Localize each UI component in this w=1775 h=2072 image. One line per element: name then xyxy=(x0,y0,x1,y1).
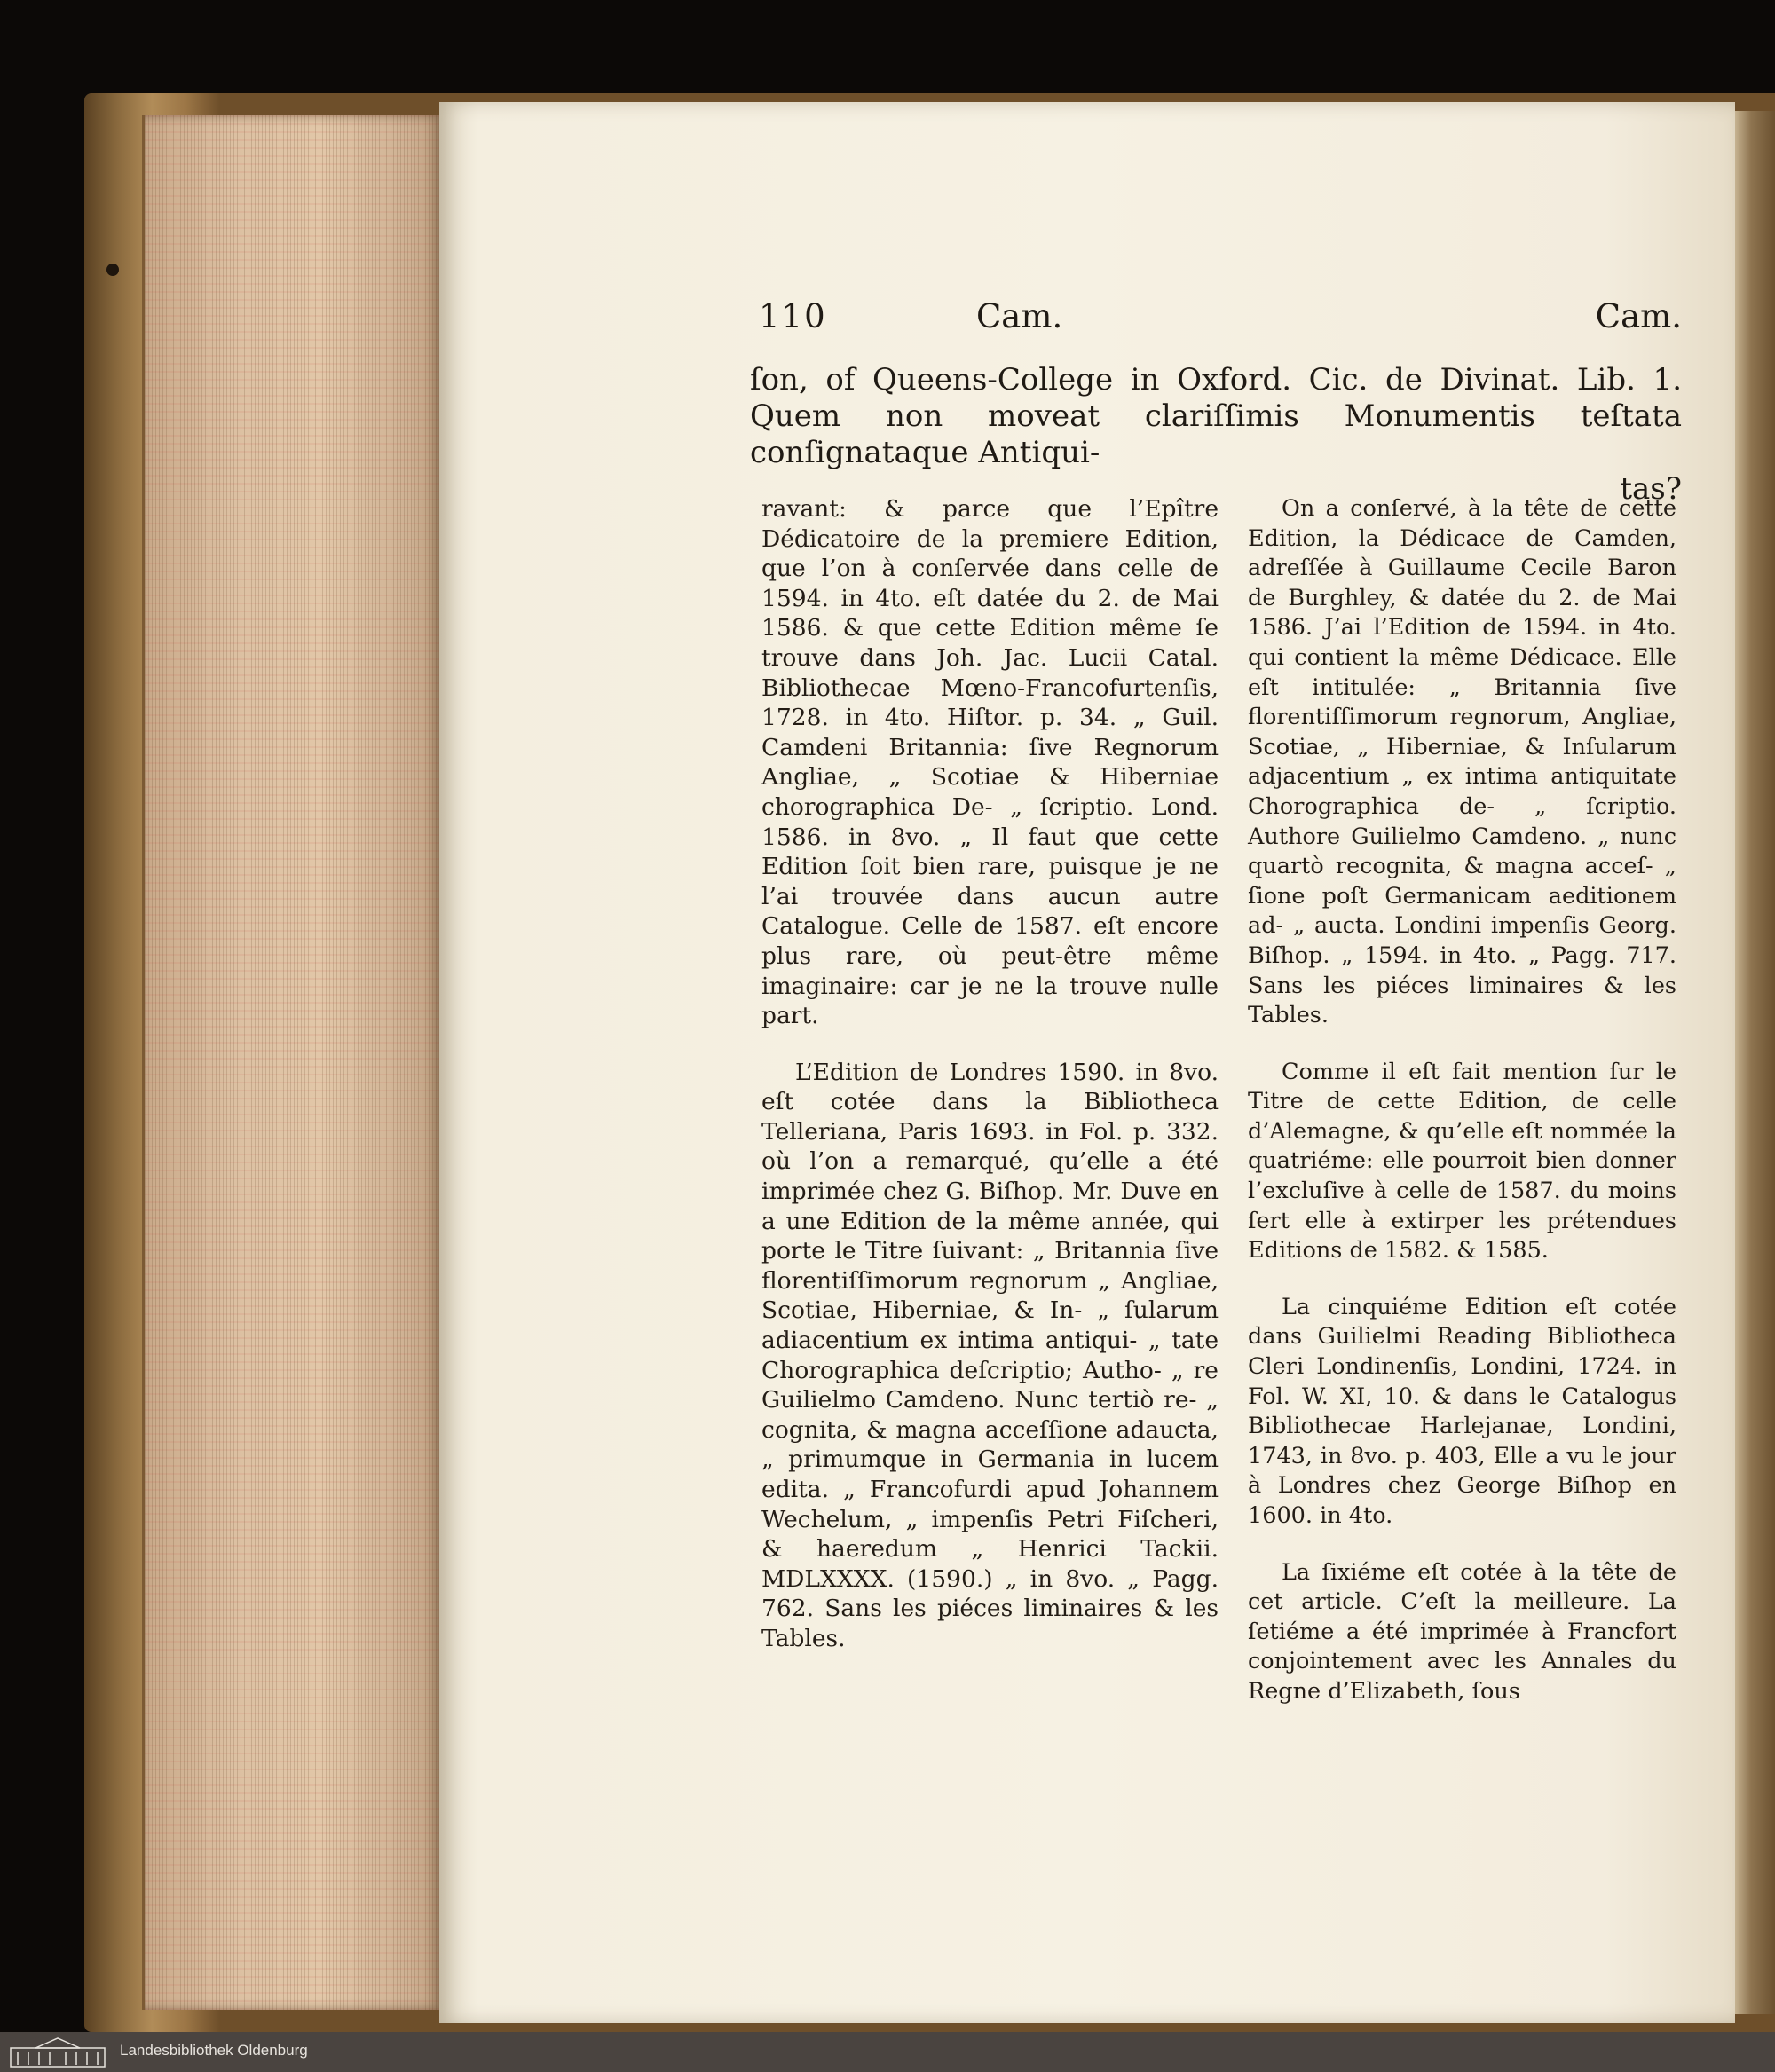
page-edges xyxy=(142,115,442,2010)
library-building-icon xyxy=(9,2036,106,2068)
quotation-end: tas? xyxy=(1620,471,1682,507)
quotation-block xyxy=(750,362,1682,508)
left-text-column xyxy=(761,494,1219,1681)
paragraph: La cinquiéme Edition eſt cotée dans Guilielmi Reading Bibliotheca Cleri Londinenſis, Londini, 1724. in Fol. W. XI, 10. & dans le Catalogus Bibliothecae Harlejanae, Londini, 1743, in 8vo. p. 403, Elle a vu le jour à Londres chez George Biſhop en 1600. in 4to. xyxy=(1248,1293,1676,1529)
running-head-left: Cam. xyxy=(976,297,1063,335)
right-text-column xyxy=(1248,494,1676,1734)
running-header xyxy=(759,297,1682,345)
cover-pinhole xyxy=(106,264,119,276)
library-name: Landesbibliothek Oldenburg xyxy=(120,2042,308,2059)
page-number: 110 xyxy=(759,297,827,335)
quotation-text: ſon, of Queens-College in Oxford. Cic. de Divinat. Lib. 1. Quem non moveat clariſſimis Monumentis teſtata conſignataque Antiqui- xyxy=(750,362,1682,470)
next-page-fold xyxy=(1735,111,1775,2014)
paragraph: L’Edition de Londres 1590. in 8vo. eſt cotée dans la Bibliotheca Telleriana, Paris 1693. in Fol. p. 332. où l’on a remarqué, qu’elle a été imprimée chez G. Biſhop. Mr. Duve en a une Edition de la même année, qui porte le Titre ſuivant: „ Britannia ſive florentiſſimorum regnorum „ Angliae, Scotiae, Hiberniae, & In- „ ſularum adiacentium ex intima antiqui- „ tate Chorographica deſcriptio; Autho- „ re Guilielmo Camdeno. Nunc tertiò re- „ cognita, & magna acceſſione adaucta, „ primumque in Germania in lucem edita. „ Francofurdi apud Johannem Wechelum, „ impenſis Petri Fiſcheri, & haeredum „ Henrici Tackii. MDLXXXX. (1590.) „ in 8vo. „ Pagg. 762. Sans les piéces liminaires & les Tables. xyxy=(761,1058,1219,1652)
running-head-right: Cam. xyxy=(1595,297,1682,335)
paragraph: Comme il eſt fait mention ſur le Titre de cette Edition, de celle d’Alemagne, & qu’elle eſt nommée la quatriéme: elle pourroit bien donner l’excluſive à celle de 1587. du moins ſert elle à extirper les prétendues Editions de 1582. & 1585. xyxy=(1248,1058,1676,1264)
paragraph: On a conſervé, à la tête de cette Edition, la Dédicace de Camden, adreſſée à Guillaume Cecile Baron de Burghley, & datée du 2. de Mai 1586. J’ai l’Edition de 1594. in 4to. qui contient la même Dédicace. Elle eſt intitulée: „ Britannia ſive florentiſſimorum regnorum, Angliae, Scotiae, „ Hiberniae, & Inſularum adjacentium „ ex intima antiquitate Chorographica de- „ ſcriptio. Authore Guilielmo Camdeno. „ nunc quartò recognita, & magna acceſ- „ ſione poſt Germanicam aeditionem ad- „ aucta. Londini impenſis Georg. Biſhop. „ 1594. in 4to. „ Pagg. 717. Sans les piéces liminaires & les Tables. xyxy=(1248,495,1676,1029)
paragraph: ravant: & parce que l’Epître Dédicatoire de la premiere Edition, que l’on à conſervée dans celle de 1594. in 4to. eſt datée du 2. de Mai 1586. & que cette Edition même ſe trouve dans Joh. Jac. Lucii Catal. Bibliothecae Mœno-Francofurtenſis, 1728. in 4to. Hiſtor. p. 34. „ Guil. Camdeni Britannia: ſive Regnorum Angliae, „ Scotiae & Hiberniae chorographica De- „ ſcriptio. Lond. 1586. in 8vo. „ Il faut que cette Edition ſoit bien rare, puisque je ne l’ai trouvée dans aucun autre Catalogue. Celle de 1587. eſt encore plus rare, où peut-être même imaginaire: car je ne la trouve nulle part. xyxy=(761,495,1219,1030)
paragraph: La ſixiéme eſt cotée à la tête de cet article. C’eſt la meilleure. La ſetiéme a été imprimée à Francfort conjointement avec les Annales du Regne d’Elizabeth, ſous xyxy=(1248,1558,1676,1705)
